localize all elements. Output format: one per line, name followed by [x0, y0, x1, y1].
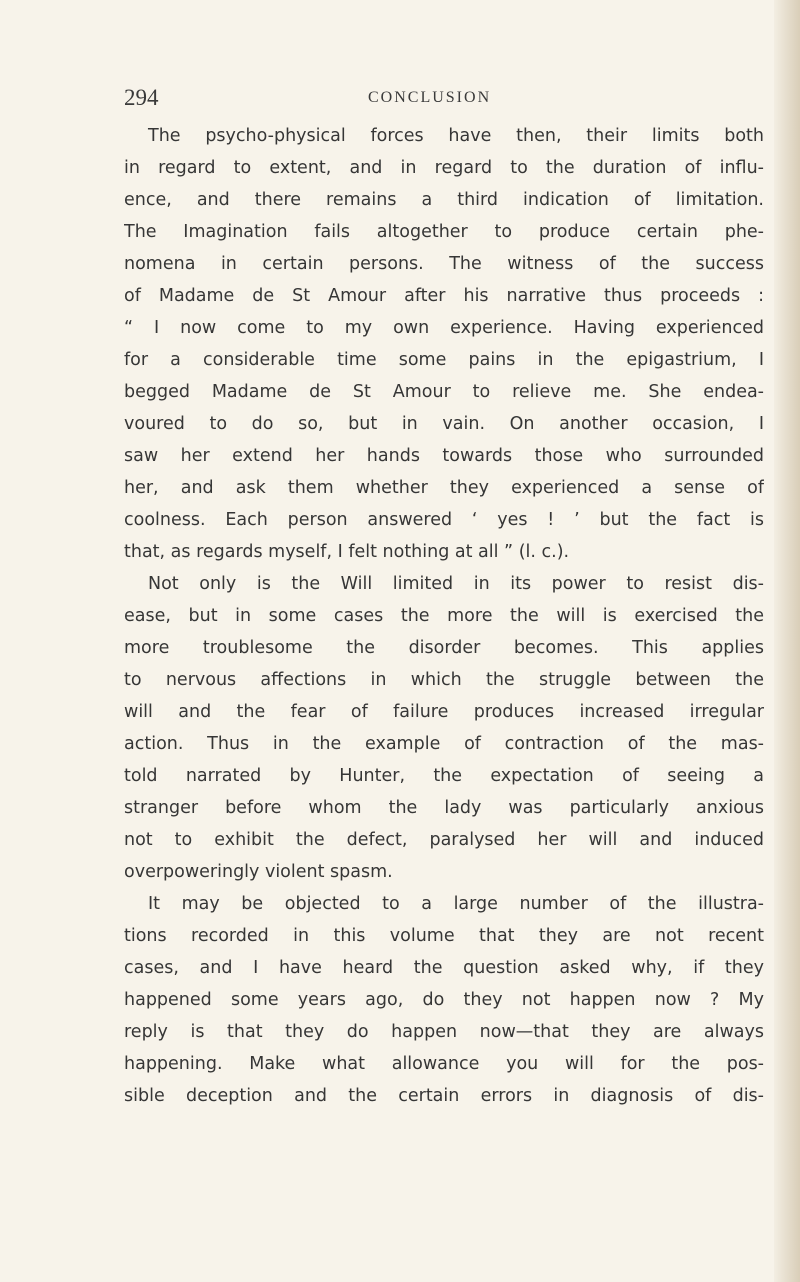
page-number: 294	[124, 85, 159, 110]
text-line: cases, and I have heard the question asked why, if they	[124, 958, 764, 978]
text-line: her, and ask them whether they experienced a sense of	[124, 478, 764, 498]
page-edge-shadow	[774, 0, 800, 1282]
text-line: in regard to extent, and in regard to the duration of influ-	[124, 158, 764, 178]
text-line: not to exhibit the defect, paralysed her will and induced	[124, 830, 764, 850]
text-line: told narrated by Hunter, the expectation of seeing a	[124, 766, 764, 786]
paragraph-2	[124, 568, 764, 888]
text-line: It may be objected to a large number of the illustra-	[148, 894, 764, 914]
paragraph-1	[124, 120, 764, 568]
text-line: tions recorded in this volume that they are not recent	[124, 926, 764, 946]
text-line: more troublesome the disorder becomes. This applies	[124, 638, 764, 658]
text-line: sible deception and the certain errors in diagnosis of dis-	[124, 1086, 764, 1106]
text-line: to nervous affections in which the struggle between the	[124, 670, 764, 690]
text-line: “ I now come to my own experience. Having experienced	[124, 318, 764, 338]
running-head: CONCLUSION	[368, 89, 492, 106]
text-line: The Imagination fails altogether to produce certain phe-	[124, 222, 764, 242]
text-line: will and the fear of failure produces increased irregular	[124, 702, 764, 722]
text-line: ence, and there remains a third indication of limitation.	[124, 190, 764, 210]
text-line: action. Thus in the example of contraction of the mas-	[124, 734, 764, 754]
body-text	[124, 120, 764, 1112]
page-header	[0, 82, 800, 114]
text-line: happening. Make what allowance you will for the pos-	[124, 1054, 764, 1074]
text-line: nomena in certain persons. The witness of the success	[124, 254, 764, 274]
text-line: saw her extend her hands towards those who surrounded	[124, 446, 764, 466]
text-line: reply is that they do happen now—that they are always	[124, 1022, 764, 1042]
text-line: Not only is the Will limited in its power to resist dis-	[148, 574, 764, 594]
paragraph-3	[124, 888, 764, 1112]
text-line: stranger before whom the lady was particularly anxious	[124, 798, 764, 818]
text-line: happened some years ago, do they not happen now ? My	[124, 990, 764, 1010]
text-line: The psycho-physical forces have then, their limits both	[148, 126, 764, 146]
text-line: begged Madame de St Amour to relieve me. She endea-	[124, 382, 764, 402]
text-line: overpoweringly violent spasm.	[124, 862, 393, 882]
text-line: for a considerable time some pains in the epigastrium, I	[124, 350, 764, 370]
text-line: coolness. Each person answered ‘ yes ! ’ but the fact is	[124, 510, 764, 530]
text-line: ease, but in some cases the more the will is exercised the	[124, 606, 764, 626]
text-line: that, as regards myself, I felt nothing at all ” (l. c.).	[124, 542, 570, 562]
text-line: voured to do so, but in vain. On another occasion, I	[124, 414, 764, 434]
text-line: of Madame de St Amour after his narrative thus proceeds :	[124, 286, 764, 306]
